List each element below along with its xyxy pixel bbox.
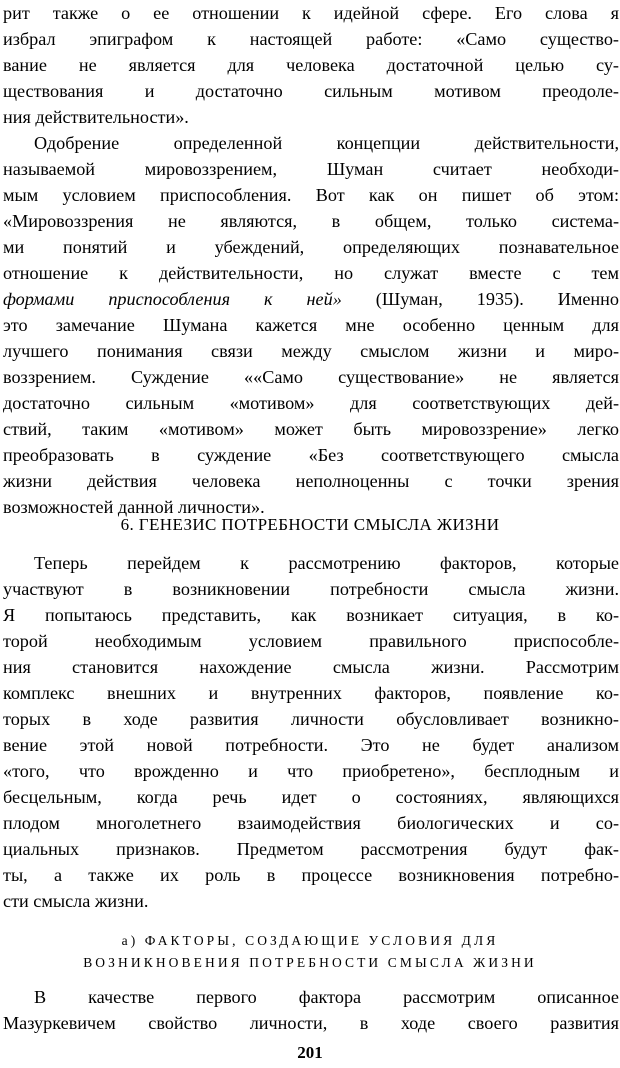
text-line: Я попытаюсь представить, как возникает ситуация, в ко- <box>3 605 619 625</box>
text-line: ты, а также их роль в процессе возникновения потребно- <box>3 865 619 885</box>
text-line: Мазуркевичем свойство личности, в ходе своего развития <box>3 1013 619 1033</box>
text-line-with-italic <box>0 286 620 312</box>
text-line: достаточно сильным «мотивом» для соответствующих дей- <box>3 393 619 413</box>
text-line: рит также о ее отношении к идейной сфере. Его слова я <box>3 3 619 23</box>
text-line: «Мировоззрения не являются, в общем, только система- <box>3 211 619 231</box>
paragraph-2 <box>0 130 620 520</box>
subsection-heading-line-1: а) ФАКТОРЫ, СОЗДАЮЩИЕ УСЛОВИЯ ДЛЯ <box>121 933 499 948</box>
text-line: бесцельным, когда речь идет о состояниях, являющихся <box>3 787 619 807</box>
text-line: ми понятий и убеждений, определяющих познавательное <box>3 237 619 257</box>
text-line: вение этой новой потребности. Это не будет анализом <box>3 735 619 755</box>
text-line: ния действительности». <box>3 107 189 127</box>
text-line: плодом многолетнего взаимодействия биологических и со- <box>3 813 619 833</box>
text-line: жизни действия человека неполноценны с точки зрения <box>3 471 619 491</box>
text-line: ществования и достаточно сильным мотивом преодоле- <box>3 81 619 101</box>
text-line: В качестве первого фактора рассмотрим описанное <box>34 987 619 1007</box>
text-line: преобразовать в суждение «Без соответствующего смысла <box>3 445 619 465</box>
subsection-heading-line-2: ВОЗНИКНОВЕНИЯ ПОТРЕБНОСТИ СМЫСЛА ЖИЗНИ <box>83 955 537 970</box>
text-line: «того, что врожденно и что приобретено», бесплодным и <box>3 761 619 781</box>
text-line: Теперь перейдем к рассмотрению факторов, которые <box>34 553 619 573</box>
text-line: ствий, таким «мотивом» может быть мировоззрение» легко <box>3 419 619 439</box>
text-line: участвуют в возникновении потребности смысла жизни. <box>3 579 619 599</box>
page-number: 201 <box>297 1043 323 1062</box>
text-line: воззрением. Суждение ««Само существование» не является <box>3 367 619 387</box>
text-line: Одобрение определенной концепции действительности, <box>34 133 619 153</box>
text-line: комплекс внешних и внутренних факторов, появление ко- <box>3 683 619 703</box>
text-line: лучшего понимания связи между смыслом жизни и миро- <box>3 341 619 361</box>
text-line: это замечание Шумана кажется мне особенно ценным для <box>3 315 619 335</box>
text-line: сти смысла жизни. <box>3 891 149 911</box>
text-line: отношение к действительности, но служат вместе с тем <box>3 263 619 283</box>
text-line: циальных признаков. Предметом рассмотрения будут фак- <box>3 839 619 859</box>
text-line: мым условием приспособления. Вот как он пишет об этом: <box>3 185 619 205</box>
text-line: торых в ходе развития личности обусловливает возникно- <box>3 709 619 729</box>
paragraph-3 <box>0 550 620 914</box>
text-line: ния становится нахождение смысла жизни. Рассмотрим <box>3 657 619 677</box>
text-line: избрал эпиграфом к настоящей работе: «Само существо- <box>3 29 619 49</box>
text-line: торой необходимым условием правильного приспособле- <box>3 631 619 651</box>
text-line: вание не является для человека достаточной целью су- <box>3 55 619 75</box>
paragraph-1 <box>0 0 620 130</box>
text-line: называемой мировоззрением, Шуман считает необходи- <box>3 159 619 179</box>
section-heading: 6. ГЕНЕЗИС ПОТРЕБНОСТИ СМЫСЛА ЖИЗНИ <box>120 515 500 534</box>
italic-phrase: формами приспособления к ней» <box>3 289 342 309</box>
paragraph-4 <box>0 984 620 1036</box>
citation-text: (Шуман, 1935). Именно <box>341 289 619 309</box>
text-line: возможностей данной личности». <box>3 497 265 517</box>
